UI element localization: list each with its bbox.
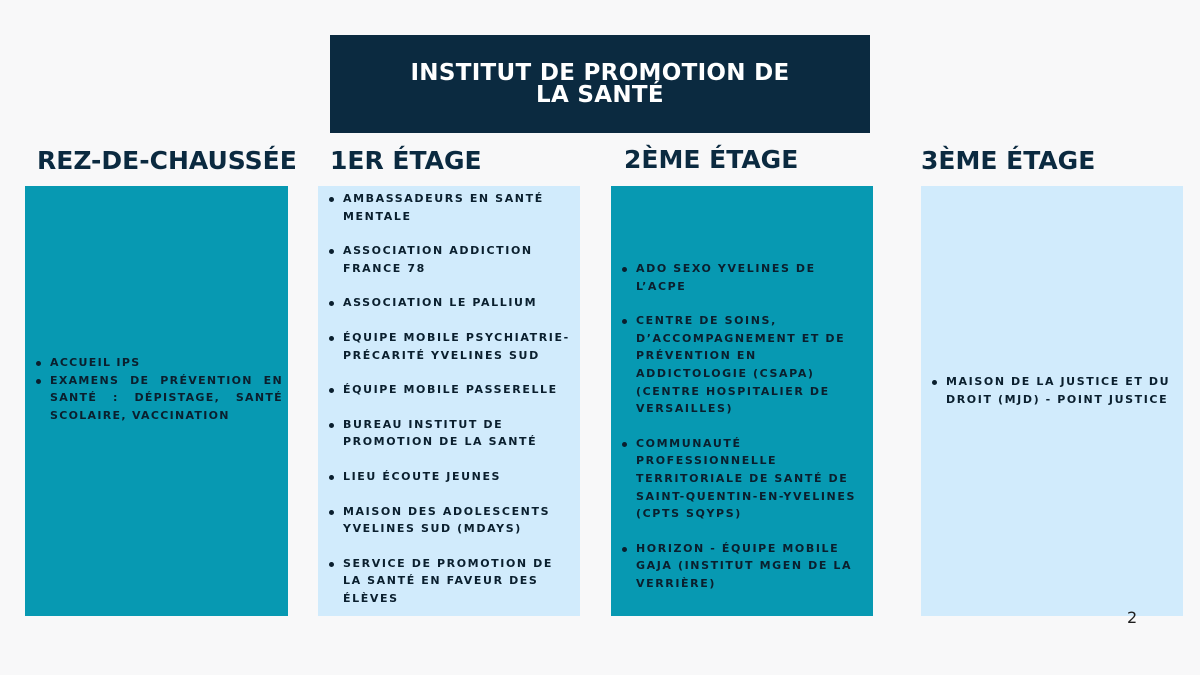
list-item: HORIZON - ÉQUIPE MOBILE GAJA (INSTITUT MGEN DE LA VERRIÈRE) bbox=[621, 540, 868, 593]
list-1er-etage bbox=[328, 190, 574, 608]
list-item: LIEU ÉCOUTE JEUNES bbox=[328, 468, 574, 486]
list-item: EXAMENS DE PRÉVENTION EN SANTÉ : DÉPISTAGE, SANTÉ SCOLAIRE, VACCINATION bbox=[35, 372, 283, 425]
list-item: BUREAU INSTITUT DE PROMOTION DE LA SANTÉ bbox=[328, 416, 574, 451]
heading-3eme-etage: 3ÈME ÉTAGE bbox=[921, 146, 1096, 175]
list-item: COMMUNAUTÉ PROFESSIONNELLE TERRITORIALE DE SANTÉ DE SAINT-QUENTIN-EN-YVELINES (CPTS SQYPS) bbox=[621, 435, 868, 523]
panel-3eme-etage bbox=[921, 186, 1183, 616]
panel-2eme-etage bbox=[611, 186, 873, 616]
heading-1er-etage: 1ER ÉTAGE bbox=[330, 146, 482, 175]
list-item: ÉQUIPE MOBILE PASSERELLE bbox=[328, 381, 574, 399]
list-item: CENTRE DE SOINS, D’ACCOMPAGNEMENT ET DE PRÉVENTION EN ADDICTOLOGIE (CSAPA) (CENTRE HOSPITALIER DE VERSAILLES) bbox=[621, 312, 868, 418]
list-item: ADO SEXO YVELINES DE L’ACPE bbox=[621, 260, 868, 295]
heading-2eme-etage: 2ÈME ÉTAGE bbox=[624, 145, 799, 174]
page-number: 2 bbox=[1127, 608, 1138, 627]
list-rez-de-chaussee bbox=[35, 354, 283, 424]
list-item: ASSOCIATION LE PALLIUM bbox=[328, 294, 574, 312]
list-item: SERVICE DE PROMOTION DE LA SANTÉ EN FAVEUR DES ÉLÈVES bbox=[328, 555, 574, 608]
page-title: INSTITUT DE PROMOTION DE LA SANTÉ bbox=[410, 60, 790, 108]
list-item: MAISON DES ADOLESCENTS YVELINES SUD (MDAYS) bbox=[328, 503, 574, 538]
heading-rez-de-chaussee: REZ-DE-CHAUSSÉE bbox=[37, 146, 297, 175]
list-item: AMBASSADEURS EN SANTÉ MENTALE bbox=[328, 190, 574, 225]
list-item: ÉQUIPE MOBILE PSYCHIATRIE-PRÉCARITÉ YVELINES SUD bbox=[328, 329, 574, 364]
list-2eme-etage bbox=[621, 260, 868, 593]
list-item: ACCUEIL IPS bbox=[35, 354, 283, 372]
panel-rez-de-chaussee bbox=[25, 186, 288, 616]
panel-1er-etage bbox=[318, 186, 580, 616]
list-item: MAISON DE LA JUSTICE ET DU DROIT (MJD) - POINT JUSTICE bbox=[931, 373, 1177, 408]
list-3eme-etage bbox=[931, 373, 1177, 408]
list-item: ASSOCIATION ADDICTION FRANCE 78 bbox=[328, 242, 574, 277]
title-banner bbox=[330, 35, 870, 133]
